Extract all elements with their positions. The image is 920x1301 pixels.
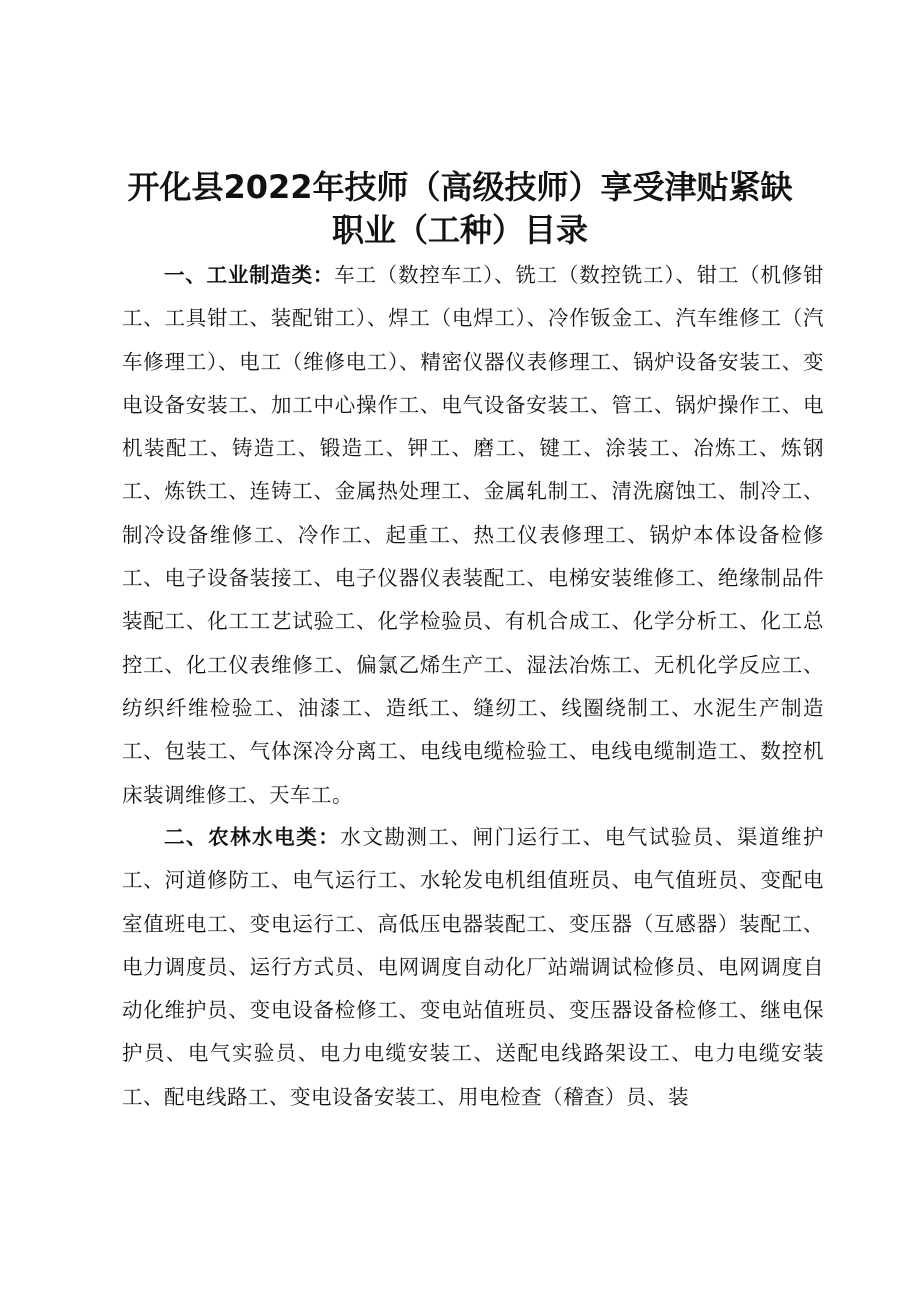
- section-heading: 一、工业制造类：: [164, 263, 335, 287]
- section-industrial-manufacturing: [122, 254, 824, 817]
- section-agriculture-forestry-water-power: [122, 816, 824, 1119]
- section-heading: 二、农林水电类：: [164, 825, 341, 849]
- section-body: 水文勘测工、闸门运行工、电气试验员、渠道维护工、河道修防工、电气运行工、水轮发电机组值班员、电气值班员、变配电室值班电工、变电运行工、高低压电器装配工、变压器（互感器）装配工、电力调度员、运行方式员、电网调度自动化厂站端调试检修员、电网调度自动化维护员、变电设备检修工、变电站值班员、变压器设备检修工、继电保护员、电气实验员、电力电缆安装工、送配电线路架设工、电力电缆安装工、配电线路工、变电设备安装工、用电检查（稽查）员、装: [122, 825, 825, 1109]
- document-title-line-2: 职业（工种）目录: [331, 211, 588, 249]
- section-body: 车工（数控车工）、铣工（数控铣工）、钳工（机修钳工、工具钳工、装配钳工）、焊工（电焊工）、冷作钣金工、汽车维修工（汽车修理工）、电工（维修电工）、精密仪器仪表修理工、锅炉设备安装工、变电设备安装工、加工中心操作工、电气设备安装工、管工、锅炉操作工、电机装配工、铸造工、锻造工、钾工、磨工、键工、涂装工、冶炼工、炼钢工、炼铁工、连铸工、金属热处理工、金属轧制工、清洗腐蚀工、制冷工、制冷设备维修工、冷作工、起重工、热工仪表修理工、锅炉本体设备检修工、电子设备装接工、电子仪器仪表装配工、电梯安装维修工、绝缘制品件装配工、化工工艺试验工、化学检验员、有机合成工、化学分析工、化工总控工、化工仪表维修工、偏氯乙烯生产工、湿法冶炼工、无机化学反应工、纺织纤维检验工、油漆工、造纸工、缝纫工、线圈绕制工、水泥生产制造工、包装工、气体深冷分离工、电线电缆检验工、电线电缆制造工、数控机床装调维修工、天车工。: [122, 263, 825, 807]
- document-title-line-1: 开化县2022年技师（高级技师）享受津贴紧缺: [127, 168, 793, 206]
